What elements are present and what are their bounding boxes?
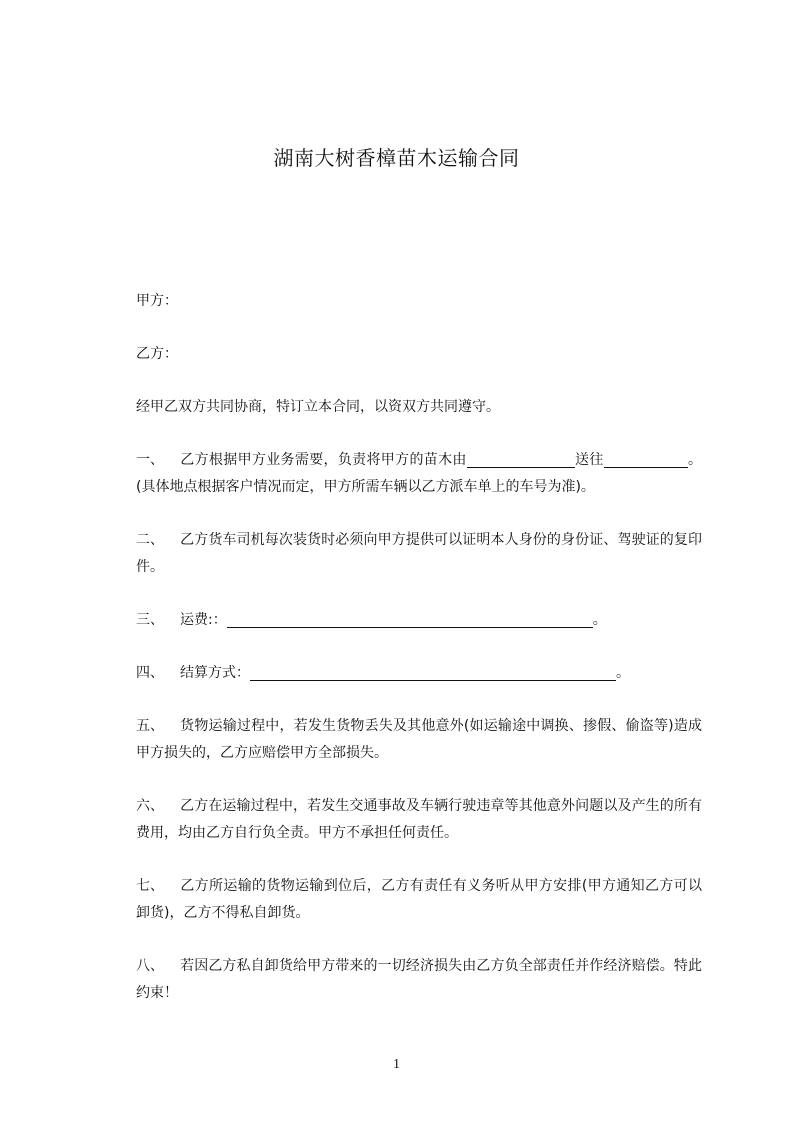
contract-body: [104, 288, 702, 1033]
origin-blank-line: [467, 449, 575, 468]
party-b-line: [104, 341, 702, 368]
clause-number: 八、: [136, 958, 164, 974]
page-number: 1: [393, 1057, 400, 1072]
clause-text: 乙方根据甲方业务需要，负责将甲方的苗木由: [180, 452, 467, 468]
clause-8: [104, 953, 702, 1007]
settlement-blank-line: [250, 662, 616, 681]
intro-paragraph: 经甲乙双方共同协商，特订立本合同，以资双方共同遵守。: [136, 399, 500, 415]
clause-text: 若因乙方私自卸货给甲方带来的一切经济损失由乙方负全部责任并作经济赔偿。特此约束！: [136, 958, 702, 1001]
party-a-label: 甲方：: [136, 293, 178, 309]
clause-number: 三、: [136, 612, 164, 628]
clause-number: 二、: [136, 532, 164, 548]
clause-end: 。: [592, 612, 607, 628]
clause-text: 送往: [574, 452, 604, 468]
clause-text: 货物运输过程中，若发生货物丢失及其他意外(如运输途中调换、掺假、偷盗等)造成甲方损失的，乙方应赔偿甲方全部损失。: [136, 718, 702, 761]
destination-blank-line: [604, 449, 660, 468]
freight-blank-line: [227, 609, 593, 628]
clause-2: [104, 527, 702, 581]
clause-text: 乙方货车司机每次装货时必须向甲方提供可以证明本人身份的身份证、驾驶证的复印件。: [136, 532, 702, 575]
clause-number: 六、: [136, 798, 164, 814]
freight-label: 运费:：: [180, 612, 227, 628]
clause-4: [104, 660, 702, 687]
clause-7: [104, 873, 702, 927]
clause-number: 四、: [136, 665, 164, 681]
clause-6: [104, 793, 702, 847]
destination-blank-continuation: [660, 449, 688, 468]
clause-number: 五、: [136, 718, 164, 734]
settlement-label: 结算方式：: [180, 665, 250, 681]
page-title: 湖南大树香樟苗木运输合同: [273, 146, 520, 170]
clause-text: 乙方在运输过程中，若发生交通事故及车辆行驶违章等其他意外问题以及产生的所有费用，均由乙方自行负全责。甲方不承担任何责任。: [136, 798, 702, 841]
clause-number: 一、: [136, 452, 164, 468]
clause-3: [104, 607, 702, 634]
clause-number: 七、: [136, 878, 164, 894]
clause-text: 。(具体地点根据客户情况而定，甲方所需车辆以乙方派车单上的车号为准)。: [136, 452, 703, 495]
clause-text: 乙方所运输的货物运输到位后，乙方有责任有义务听从甲方安排(甲方通知乙方可以卸货)，乙方不得私自卸货。: [136, 878, 702, 921]
clause-5: [104, 713, 702, 767]
clause-end: 。: [616, 665, 630, 681]
party-b-label: 乙方：: [136, 346, 178, 362]
clause-1: [104, 447, 702, 501]
party-a-line: [104, 288, 702, 315]
